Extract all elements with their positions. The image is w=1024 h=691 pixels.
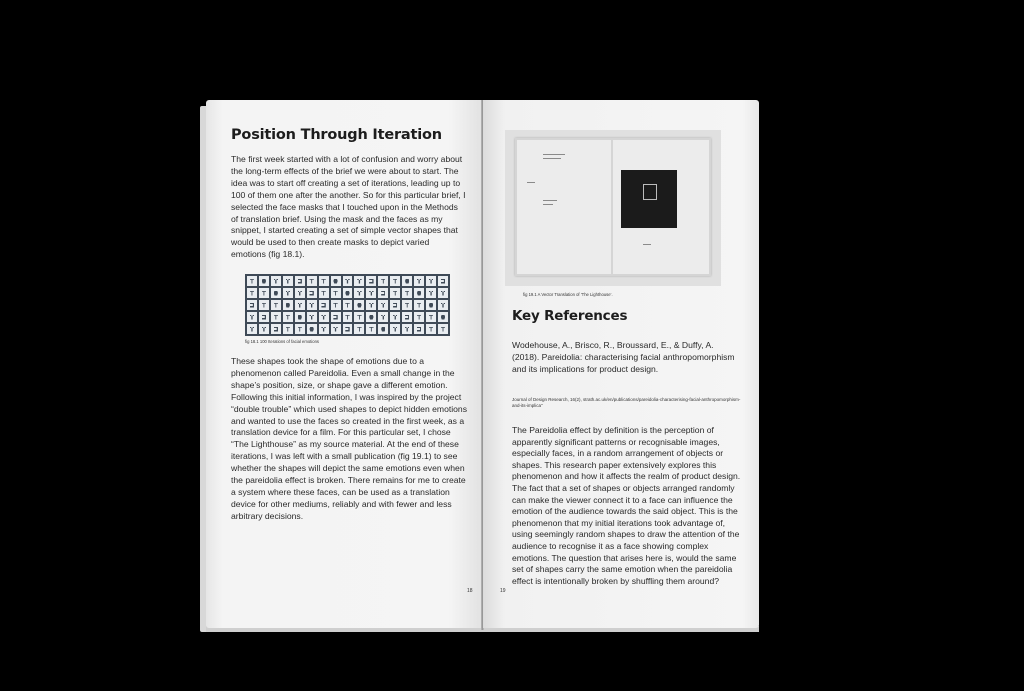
face-iteration-icon bbox=[247, 300, 257, 310]
face-iteration-icon bbox=[247, 288, 257, 298]
face-iteration-icon bbox=[366, 324, 376, 334]
face-iteration-icon bbox=[283, 300, 293, 310]
face-iteration-icon bbox=[319, 300, 329, 310]
face-iteration-icon bbox=[307, 300, 317, 310]
face-iteration-icon bbox=[283, 276, 293, 286]
figure-caption: fig 18.1 100 Iterations of facial emotions bbox=[245, 339, 320, 344]
face-iteration-icon bbox=[259, 324, 269, 334]
face-iteration-icon bbox=[331, 276, 341, 286]
face-iteration-icon bbox=[271, 288, 281, 298]
face-mask-icon bbox=[643, 184, 657, 200]
face-iteration-icon bbox=[414, 288, 424, 298]
open-booklet bbox=[200, 100, 766, 634]
face-iteration-icon bbox=[331, 288, 341, 298]
face-iteration-icon bbox=[343, 288, 353, 298]
face-iteration-icon bbox=[426, 300, 436, 310]
face-iteration-icon bbox=[438, 312, 448, 322]
face-iteration-icon bbox=[438, 300, 448, 310]
face-iteration-icon bbox=[295, 300, 305, 310]
face-iteration-icon bbox=[390, 300, 400, 310]
face-iteration-icon bbox=[378, 288, 388, 298]
face-iteration-icon bbox=[366, 300, 376, 310]
publication-photo bbox=[505, 130, 721, 286]
photo-text-line bbox=[527, 182, 535, 183]
face-iteration-icon bbox=[319, 312, 329, 322]
face-iteration-icon bbox=[426, 276, 436, 286]
face-iteration-icon bbox=[414, 324, 424, 334]
face-iteration-icon bbox=[402, 324, 412, 334]
face-iteration-icon bbox=[247, 276, 257, 286]
photo-dark-image bbox=[621, 170, 677, 228]
face-iteration-icon bbox=[366, 288, 376, 298]
face-iteration-icon bbox=[390, 276, 400, 286]
face-iteration-icon bbox=[307, 288, 317, 298]
face-iteration-icon bbox=[307, 276, 317, 286]
face-iteration-icon bbox=[343, 300, 353, 310]
face-iteration-icon bbox=[426, 288, 436, 298]
face-iteration-icon bbox=[414, 300, 424, 310]
face-iteration-icon bbox=[343, 312, 353, 322]
face-iteration-icon bbox=[366, 276, 376, 286]
body-paragraph: These shapes took the shape of emotions due to a phenomenon called Pareidolia. Even a small change in the shape’s position, size, or shape gave a different emotion. Following this initial information, I was inspired by the project “double trouble” which used shapes to depict hidden emotions and wanted to use the faces so created in the first week, as a translation device for a film. For this particular set, I chose “The Lighthouse” as my source material. At the end of these iterations, I was left with a small publication (fig 19.1) to see whether the shapes will depict the same emotions even when the pareidolia effect is broken. There remains for me to create a system where these faces, can be used as a translation device for other mediums, reliably and with fewer and less arbitrary decisions. bbox=[231, 356, 468, 521]
face-iteration-icon bbox=[259, 276, 269, 286]
face-iteration-icon bbox=[271, 276, 281, 286]
face-iteration-icon bbox=[307, 324, 317, 334]
face-iteration-icon bbox=[390, 288, 400, 298]
face-iteration-icon bbox=[295, 312, 305, 322]
face-iteration-icon bbox=[402, 300, 412, 310]
right-page bbox=[483, 100, 759, 628]
face-iteration-icon bbox=[390, 312, 400, 322]
left-page bbox=[206, 100, 482, 628]
photo-left-page bbox=[517, 140, 611, 274]
face-iteration-icon bbox=[331, 324, 341, 334]
intro-paragraph: The first week started with a lot of confusion and worry about the long-term effects of the brief we were about to start. The idea was to start off creating a set of iterations, leading up to 100 of them one after the another. So for this particular brief, I selected the face masks that I touched upon in the Methods of translation brief. Using the mask and the faces as my snippet, I started creating a set of simple vector shapes that would be used to then create masks to depict varied emotions (fig 18.1). bbox=[231, 154, 466, 260]
face-iteration-icon bbox=[354, 276, 364, 286]
face-iteration-icon bbox=[402, 288, 412, 298]
face-iteration-icon bbox=[319, 276, 329, 286]
figure-caption: fig 19.1 A Vector Translation of ‘The Lighthouse’. bbox=[523, 292, 613, 297]
reference-citation: Wodehouse, A., Brisco, R., Broussard, E., & Duffy, A. (2018). Pareidolia: characterising facial anthropomorphism and its implications for product design. bbox=[512, 340, 735, 374]
face-iteration-icon bbox=[438, 276, 448, 286]
photo-text-line bbox=[543, 158, 561, 159]
face-iteration-icon bbox=[438, 324, 448, 334]
face-iteration-icon bbox=[271, 324, 281, 334]
photo-text-line bbox=[543, 200, 557, 201]
photo-mark bbox=[643, 244, 651, 245]
face-iteration-icon bbox=[414, 276, 424, 286]
face-iteration-icon bbox=[319, 288, 329, 298]
face-iteration-icon bbox=[402, 276, 412, 286]
face-iteration-icon bbox=[295, 324, 305, 334]
face-iteration-icon bbox=[319, 324, 329, 334]
photo-booklet bbox=[515, 138, 711, 276]
face-iteration-icon bbox=[295, 276, 305, 286]
face-iteration-icon bbox=[343, 276, 353, 286]
face-iteration-icon bbox=[438, 288, 448, 298]
reference-source: Journal of Design Research, 16(2), strath.ac.uk/en/publications/pareidolia-characterising-facial-anthropomorphism-and-its-implica" bbox=[512, 397, 741, 408]
face-iteration-icon bbox=[354, 324, 364, 334]
photo-right-page bbox=[613, 140, 709, 274]
face-iteration-icon bbox=[283, 324, 293, 334]
face-iteration-icon bbox=[283, 312, 293, 322]
page-title: Position Through Iteration bbox=[231, 127, 442, 143]
face-iteration-icon bbox=[426, 312, 436, 322]
face-iteration-icon bbox=[247, 324, 257, 334]
face-iteration-icon bbox=[378, 324, 388, 334]
page-number: 18 bbox=[467, 588, 473, 594]
face-iteration-icon bbox=[343, 324, 353, 334]
face-iteration-icon bbox=[378, 312, 388, 322]
section-title: Key References bbox=[512, 308, 628, 324]
face-iteration-icon bbox=[378, 300, 388, 310]
face-iteration-icon bbox=[426, 324, 436, 334]
discussion-paragraph: The Pareidolia effect by definition is the perception of apparently significant patterns or recognisable images, especially faces, in a random arrangement of objects or shapes. This research paper extensively explores this phenomenon and how it affects the realm of product design. The fact that a set of shapes or objects arranged randomly can make the viewer connect it to a face can influence the emotion of the audience towards the said object. This is the phenomenon that my initial iterations took advantage of, using seemingly random shapes to draw the attention of the audience to recognise it as a face showing complex emotions. The question that arises here is, would the same set of shapes carry the same emotion when the pareidolia effect is intentionally broken by shuffling them around? bbox=[512, 425, 741, 586]
face-iteration-icon bbox=[354, 312, 364, 322]
face-iteration-icon bbox=[414, 312, 424, 322]
page-number: 19 bbox=[500, 588, 506, 594]
face-iteration-icon bbox=[331, 312, 341, 322]
face-iteration-icon bbox=[259, 288, 269, 298]
face-iteration-icon bbox=[307, 312, 317, 322]
face-iteration-icon bbox=[295, 288, 305, 298]
face-iteration-icon bbox=[354, 288, 364, 298]
face-iteration-icon bbox=[354, 300, 364, 310]
face-iteration-icon bbox=[247, 312, 257, 322]
face-iteration-icon bbox=[366, 312, 376, 322]
face-iteration-icon bbox=[378, 276, 388, 286]
face-iteration-icon bbox=[259, 300, 269, 310]
face-iteration-icon bbox=[271, 312, 281, 322]
photo-text-line bbox=[543, 204, 553, 205]
face-iteration-icon bbox=[271, 300, 281, 310]
iterations-figure bbox=[245, 274, 450, 336]
face-iteration-icon bbox=[402, 312, 412, 322]
face-iteration-icon bbox=[283, 288, 293, 298]
face-iteration-icon bbox=[259, 312, 269, 322]
face-iteration-icon bbox=[390, 324, 400, 334]
photo-text-line bbox=[543, 154, 565, 155]
face-iteration-icon bbox=[331, 300, 341, 310]
